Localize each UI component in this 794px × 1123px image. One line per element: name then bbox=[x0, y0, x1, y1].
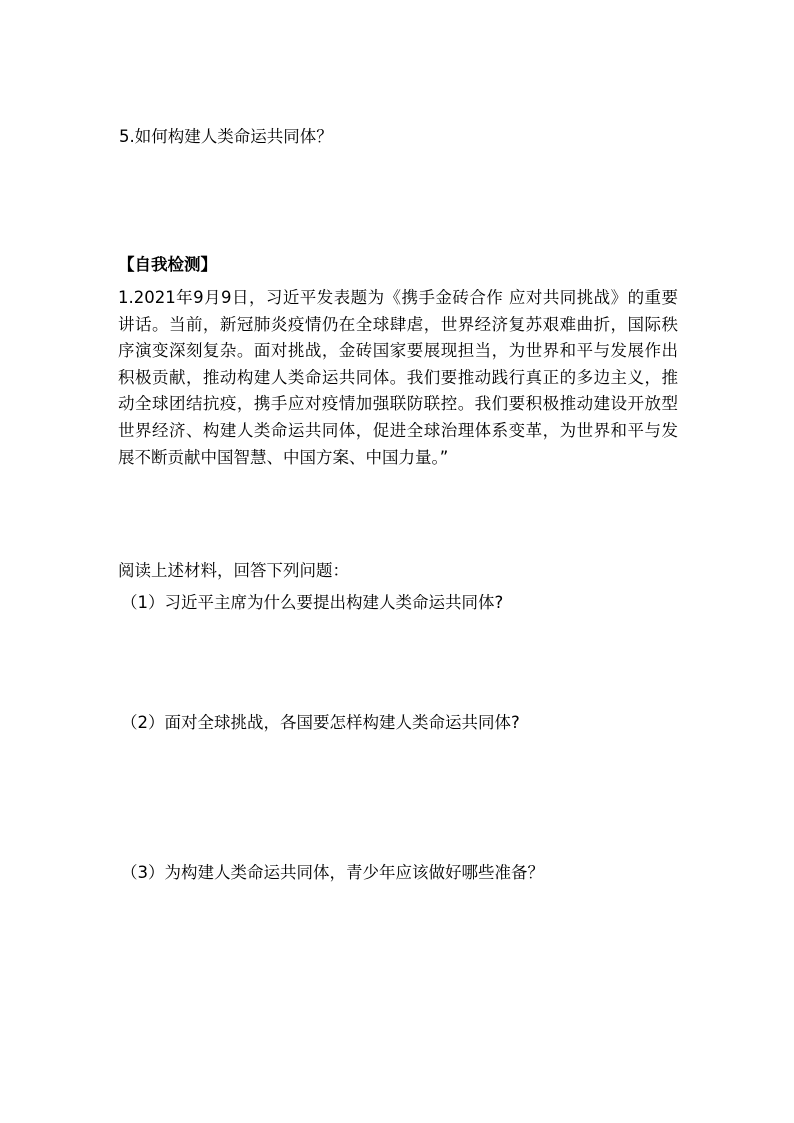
section-heading-self-check: 【自我检测】 bbox=[118, 255, 217, 274]
sub-question-2: （2）面对全球挑战，各国要怎样构建人类命运共同体? bbox=[121, 713, 520, 732]
instruction-prompt: 阅读上述材料，回答下列问题： bbox=[118, 561, 349, 580]
question-5: 5.如何构建人类命运共同体？ bbox=[119, 127, 333, 146]
material-paragraph: 1.2021年9月9日，习近平发表题为《携手金砖合作 应对共同挑战》的重要讲话。当前，新冠肺炎疫情仍在全球肆虐，世界经济复苏艰难曲折，国际秩序演变深刻复杂。面对挑战，金砖国家要展现担当，为世界和平与发展作出积极贡献，推动构建人类命运共同体。我们要推动践行真正的多边主义，推动全球团结抗疫，携手应对疫情加强联防联控。我们要积极推动建设开放型世界经济、构建人类命运共同体，促进全球治理体系变革，为世界和平与发展不断贡献中国智慧、中国方案、中国力量。” bbox=[118, 288, 678, 467]
sub-question-3: （3）为构建人类命运共同体，青少年应该做好哪些准备？ bbox=[121, 863, 544, 882]
sub-question-1: （1）习近平主席为什么要提出构建人类命运共同体? bbox=[121, 593, 504, 612]
